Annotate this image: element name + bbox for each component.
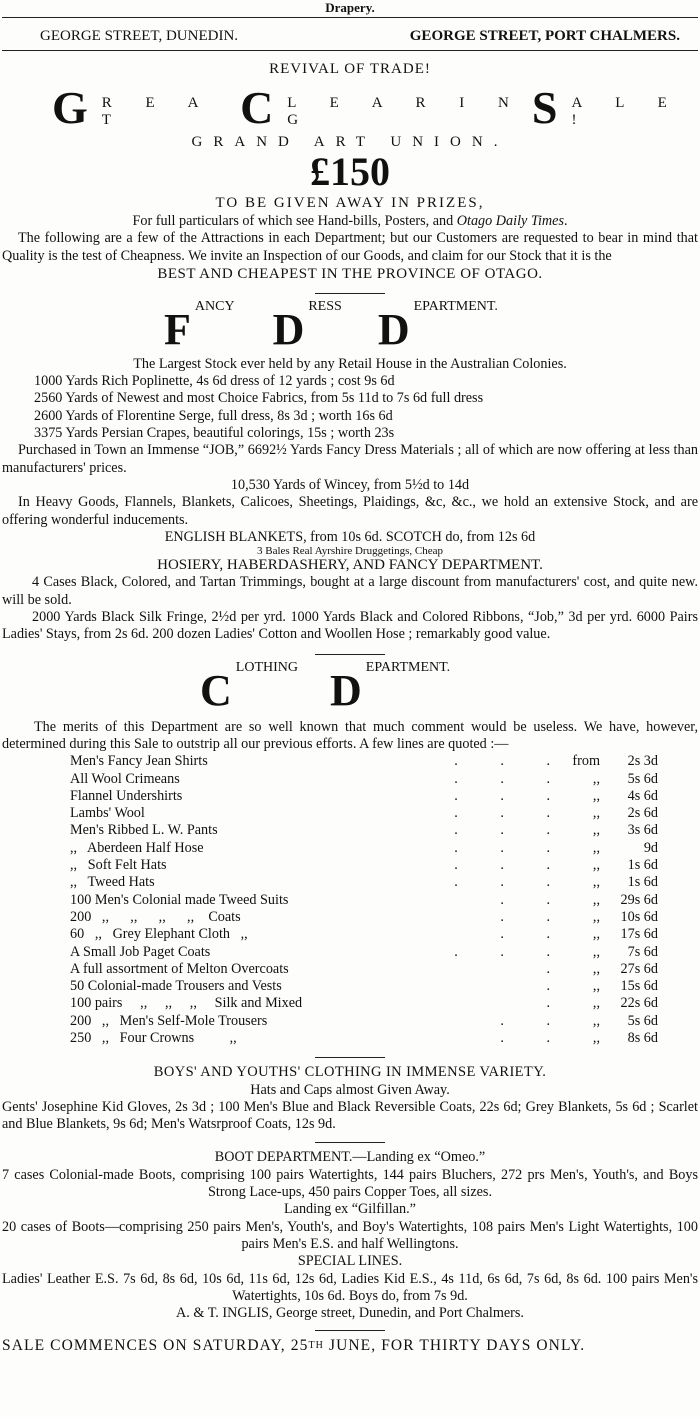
- dress-word: RESS: [308, 298, 342, 314]
- clothing-cap-c: C: [200, 665, 232, 715]
- item-name: Men's Ribbed L. W. Pants: [70, 822, 218, 839]
- department-word: EPARTMENT.: [365, 659, 451, 675]
- fancy-line-1: 1000 Yards Rich Poplinette, 4s 6d dress of 12 yards ; cost 9s 6d: [34, 373, 395, 390]
- item-prefix: ,,: [592, 978, 600, 995]
- item-dots: . . .: [454, 857, 550, 874]
- item-prefix: ,,: [592, 943, 600, 960]
- item-price: 7s 6d: [627, 943, 658, 960]
- address-rule: [2, 50, 698, 51]
- divider-1: [315, 293, 385, 294]
- fancy-line-2: 2560 Yards of Newest and most Choice Fabrics, from 5s 11d to 7s 6d full dress: [34, 390, 484, 407]
- street-port-chalmers: GEORGE STREET, PORT CHALMERS.: [409, 28, 680, 44]
- blankets-line: ENGLISH BLANKETS, from 10s 6d. SCOTCH do, from 12s 6d: [164, 528, 536, 545]
- item-price: 2s 3d: [627, 753, 658, 770]
- revival-heading: REVIVAL OF TRADE!: [269, 61, 431, 77]
- gloves-paragraph: Gents' Josephine Kid Gloves, 2s 3d ; 100 Men's Blue and Black Reversible Coats, 22s 6d; Grey Blankets, 5s 6d ; Scarlet and Blue Blankets, 9s 6d; Men's Watsrproof Coats, 12s 9d.: [2, 1098, 698, 1133]
- trimmings-paragraph: 4 Cases Black, Colored, and Tartan Trimmings, bought at a large discount from manufacturers' cost, and quite new. will be sold.: [2, 574, 698, 608]
- item-prefix: ,,: [592, 839, 600, 856]
- item-name: 60 ,, Grey Elephant Cloth ,,: [70, 926, 248, 943]
- clothing-heading: [2, 659, 698, 719]
- fancy-cap-f: F: [164, 304, 191, 354]
- divider-2: [315, 654, 385, 655]
- item-dots: .: [546, 960, 550, 977]
- item-name: 50 Colonial-made Trousers and Vests: [70, 978, 282, 995]
- item-dots: .: [546, 978, 550, 995]
- druggetings-line: 3 Bales Real Ayrshire Druggetings, Cheap: [257, 545, 443, 558]
- price-row: [2, 840, 698, 857]
- divider-4: [315, 1142, 385, 1143]
- item-dots: . . .: [454, 874, 550, 891]
- category-label: Drapery.: [325, 0, 375, 15]
- department-word: EPARTMENT.: [413, 298, 498, 314]
- item-price: 5s 6d: [627, 770, 658, 787]
- fringe-paragraph: 2000 Yards Black Silk Fringe, 2½d per yrd. 1000 Yards Black and Colored Ribbons, “Job,” 3d per yrd. 6000 Pairs Ladies' Stays, from 2s 6d. 200 dozen Ladies' Cotton and Woollen Hose ; remarkably good value.: [2, 609, 698, 643]
- item-dots: . . .: [454, 822, 550, 839]
- item-name: 200 ,, ,, ,, ,, Coats: [70, 908, 241, 925]
- footer-line: [2, 1335, 698, 1357]
- clothing-word: LOTHING: [235, 659, 298, 675]
- clothing-intro: The merits of this Department are so well known that much comment would be useless. We have, however, determined during this Sale to outstrip all our previous efforts. A few lines are quoted :—: [2, 718, 698, 752]
- item-price: 5s 6d: [627, 1012, 658, 1029]
- item-prefix: ,,: [592, 908, 600, 925]
- price-row: [2, 926, 698, 943]
- price-row: [2, 857, 698, 874]
- item-prefix: ,,: [592, 926, 600, 943]
- item-dots: .: [546, 995, 550, 1012]
- item-price: 17s 6d: [620, 926, 658, 943]
- best-line: BEST AND CHEAPEST IN THE PROVINCE OF OTAGO.: [157, 265, 543, 282]
- item-dots: . .: [500, 891, 550, 908]
- heavy-goods-paragraph: In Heavy Goods, Flannels, Blankets, Calicoes, Sheetings, Plaidings, &c, &c., we hold an extensive Stock, and are offering wonderful inducements.: [2, 494, 698, 528]
- price-row: [2, 961, 698, 978]
- item-price: 8s 6d: [627, 1029, 658, 1046]
- item-name: All Wool Crimeans: [70, 770, 180, 787]
- item-name: 100 Men's Colonial made Tweed Suits: [70, 891, 289, 908]
- sale-word-sale: A L E !: [571, 95, 682, 129]
- item-prefix: ,,: [592, 857, 600, 874]
- item-price: 27s 6d: [620, 960, 658, 977]
- item-dots: . . .: [454, 770, 550, 787]
- price-row: [2, 1030, 698, 1047]
- top-rule: [2, 17, 698, 18]
- footer-start: SALE COMMENCES ON SATURDAY, 25: [2, 1337, 309, 1355]
- item-dots: . . .: [454, 943, 550, 960]
- advertisement: [2, 0, 698, 1357]
- item-dots: . . .: [454, 753, 550, 770]
- department-cap-d: D: [377, 304, 410, 354]
- price-row: [2, 995, 698, 1012]
- item-name: ,, Tweed Hats: [70, 874, 155, 891]
- price-row: [2, 1013, 698, 1030]
- item-prefix: ,,: [592, 960, 600, 977]
- price-row: [2, 978, 698, 995]
- item-prefix: ,,: [592, 1012, 600, 1029]
- signature: A. & T. INGLIS, George street, Dunedin, and Port Chalmers.: [176, 1305, 524, 1322]
- fancy-line-3: 2600 Yards of Florentine Serge, full dress, 8s 3d ; worth 16s 6d: [34, 407, 393, 424]
- divider-3: [315, 1057, 385, 1058]
- clothing-price-list: [2, 753, 698, 1047]
- item-price: 9d: [643, 839, 658, 856]
- purchased-paragraph: Purchased in Town an Immense “JOB,” 6692½ Yards Fancy Dress Materials ; all of which are now offering at less than manufacturers' prices.: [2, 442, 698, 476]
- item-price: 4s 6d: [627, 787, 658, 804]
- sale-title: [2, 81, 698, 131]
- price-row: [2, 874, 698, 891]
- item-dots: . . .: [454, 839, 550, 856]
- item-prefix: ,,: [592, 787, 600, 804]
- item-name: Men's Fancy Jean Shirts: [70, 753, 208, 770]
- item-prefix: ,,: [592, 770, 600, 787]
- sale-cap-s: S: [531, 82, 558, 133]
- item-dots: . . .: [454, 805, 550, 822]
- department-cap-d: D: [330, 665, 362, 715]
- item-price: 2s 6d: [627, 805, 658, 822]
- particulars: [2, 213, 698, 230]
- item-dots: . .: [500, 1012, 550, 1029]
- hats-caps-line: Hats and Caps almost Given Away.: [250, 1081, 450, 1098]
- boots-paragraph-1: 7 cases Colonial-made Boots, comprising 100 pairs Watertights, 144 pairs Bluchers, 272 prs Men's, Youth's, and Boys Strong Lace-ups, 450 pairs Copper Toes, all sizes.: [2, 1166, 698, 1201]
- price-row: [2, 909, 698, 926]
- particulars-end: .: [563, 213, 568, 229]
- item-name: A full assortment of Melton Overcoats: [70, 960, 289, 977]
- item-prefix: ,,: [592, 874, 600, 891]
- item-prefix: ,,: [592, 995, 600, 1012]
- item-prefix: ,,: [592, 805, 600, 822]
- item-name: ,, Soft Felt Hats: [70, 857, 167, 874]
- item-name: 250 ,, Four Crowns ,,: [70, 1029, 237, 1046]
- item-dots: . .: [500, 926, 550, 943]
- boot-heading: BOOT DEPARTMENT.—Landing ex “Omeo.”: [214, 1149, 486, 1166]
- sale-word-great: R E A T: [101, 95, 213, 129]
- fancy-line-4: 3375 Yards Persian Crapes, beautiful colorings, 15s ; worth 23s: [34, 425, 395, 442]
- item-price: 10s 6d: [620, 908, 658, 925]
- price-row: [2, 892, 698, 909]
- footer-end: JUNE, FOR THIRTY DAYS ONLY.: [323, 1337, 586, 1355]
- sale-cap-g: G: [52, 82, 88, 133]
- prize-amount: £150: [310, 149, 390, 194]
- item-name: Lambs' Wool: [70, 805, 145, 822]
- dress-cap-d: D: [272, 304, 305, 354]
- special-paragraph: Ladies' Leather E.S. 7s 6d, 8s 6d, 10s 6d, 11s 6d, 12s 6d, Ladies Kid E.S., 4s 11d, 6s 6d, 7s 6d, 8s 6d. 100 pairs Men's Watertights, 10s 6d. Boys do, from 7s 9d.: [2, 1270, 698, 1304]
- item-dots: . .: [500, 1029, 550, 1046]
- item-name: ,, Aberdeen Half Hose: [70, 839, 204, 856]
- fancy-line-0: The Largest Stock ever held by any Retail House in the Australian Colonies.: [133, 355, 567, 372]
- item-price: 1s 6d: [627, 857, 658, 874]
- item-prefix: ,,: [592, 822, 600, 839]
- item-price: 15s 6d: [620, 978, 658, 995]
- item-prefix: ,,: [592, 1029, 600, 1046]
- hosiery-heading: HOSIERY, HABERDASHERY, AND FANCY DEPARTMENT.: [157, 557, 543, 574]
- price-row: [2, 788, 698, 805]
- price-row: [2, 753, 698, 770]
- item-name: Flannel Undershirts: [70, 787, 183, 804]
- item-name: 200 ,, Men's Self-Mole Trousers: [70, 1012, 268, 1029]
- price-row: [2, 822, 698, 839]
- art-union: GRAND ART UNION.: [191, 134, 509, 150]
- landing-gilfillan: Landing ex “Gilfillan.”: [284, 1201, 416, 1218]
- item-prefix: ,,: [592, 891, 600, 908]
- address-line: [2, 20, 698, 46]
- price-row: [2, 805, 698, 822]
- street-dunedin: GEORGE STREET, DUNEDIN.: [40, 28, 239, 44]
- item-dots: . . .: [454, 787, 550, 804]
- item-dots: . .: [500, 908, 550, 925]
- special-heading: SPECIAL LINES.: [297, 1253, 403, 1270]
- fancy-dress-heading: [2, 298, 698, 356]
- divider-5: [315, 1330, 385, 1331]
- paper-name: Otago Daily Times: [456, 213, 564, 229]
- particulars-text: For full particulars of which see Hand-bills, Posters, and: [132, 213, 457, 229]
- item-price: 29s 6d: [620, 891, 658, 908]
- item-price: 22s 6d: [620, 995, 658, 1012]
- boys-heading: BOYS' AND YOUTHS' CLOTHING IN IMMENSE VARIETY.: [153, 1064, 547, 1081]
- prizes-line: TO BE GIVEN AWAY IN PRIZES,: [215, 195, 485, 211]
- item-name: 100 pairs ,, ,, ,, Silk and Mixed: [70, 995, 303, 1012]
- sale-cap-c: C: [240, 82, 274, 133]
- intro-paragraph: The following are a few of the Attractions in each Department; but our Customers are requested to bear in mind that Quality is the test of Cheapness. We invite an Inspection of our Goods, and claim for our Stock that it is the: [2, 230, 698, 264]
- item-price: 3s 6d: [627, 822, 658, 839]
- boots-paragraph-2: 20 cases of Boots—comprising 250 pairs Men's, Youth's, and Boy's Watertights, 108 pairs Men's Light Watertights, 100 pairs Men's E.S. and half Wellingtons.: [2, 1218, 698, 1252]
- item-prefix: from: [572, 753, 600, 770]
- footer-sup: TH: [308, 1340, 324, 1352]
- wincey-line: 10,530 Yards of Wincey, from 5½d to 14d: [230, 476, 470, 493]
- price-row: [2, 771, 698, 788]
- fancy-word: ANCY: [194, 298, 235, 314]
- item-price: 1s 6d: [627, 874, 658, 891]
- sale-word-clearing: L E A R I N G: [287, 95, 524, 129]
- item-name: A Small Job Paget Coats: [70, 943, 211, 960]
- price-row: [2, 944, 698, 961]
